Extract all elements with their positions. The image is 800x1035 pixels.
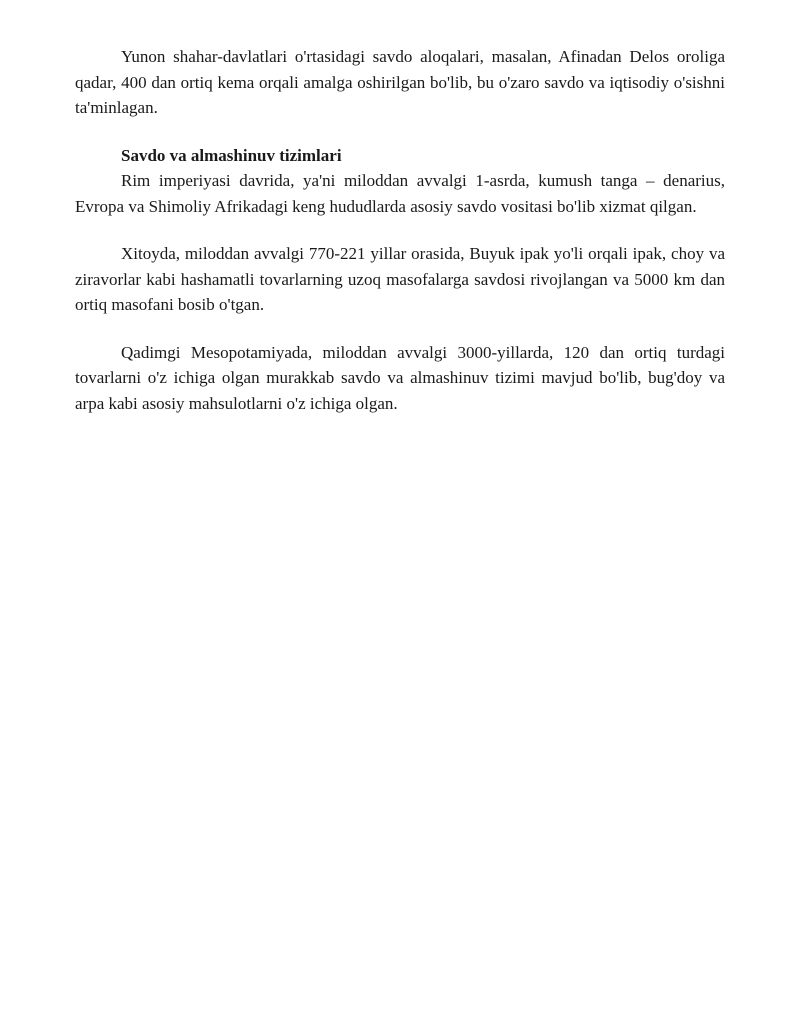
document-body — [75, 44, 725, 416]
paragraph-roman-denarius: Rim imperiyasi davrida, ya'ni miloddan avvalgi 1-asrda, kumush tanga – denarius, Evropa va Shimoliy Afrikadagi keng hududlarda asosiy savdo vositasi bo'lib xizmat qilgan. — [75, 171, 725, 216]
paragraph-spacer — [75, 121, 725, 143]
paragraph-silk-road: Xitoyda, miloddan avvalgi 770-221 yillar orasida, Buyuk ipak yo'li orqali ipak, choy va ziravorlar kabi hashamatli tovarlarning uzoq masofalarga savdosi rivojlangan va 5000 km dan ortiq masofani bosib o'tgan. — [75, 244, 725, 314]
paragraph-spacer — [75, 318, 725, 340]
paragraph-mesopotamia: Qadimgi Mesopotamiyada, miloddan avvalgi 3000-yillarda, 120 dan ortiq turdagi tovarlarni o'z ichiga olgan murakkab savdo va almashinuv tizimi mavjud bo'lib, bug'doy va arpa kabi asosiy mahsulotlarni o'z ichiga olgan. — [75, 342, 725, 413]
section-heading: Savdo va almashinuv tizimlari — [121, 145, 342, 165]
paragraph-greek-trade: Yunon shahar-davlatlari o'rtasidagi savdo aloqalari, masalan, Afinadan Delos oroliga qadar, 400 dan ortiq kema orqali amalga oshirilgan bo'lib, bu o'zaro savdo va iqtisodiy o'sishni ta'minlagan. — [75, 47, 725, 117]
paragraph-spacer — [75, 219, 725, 241]
